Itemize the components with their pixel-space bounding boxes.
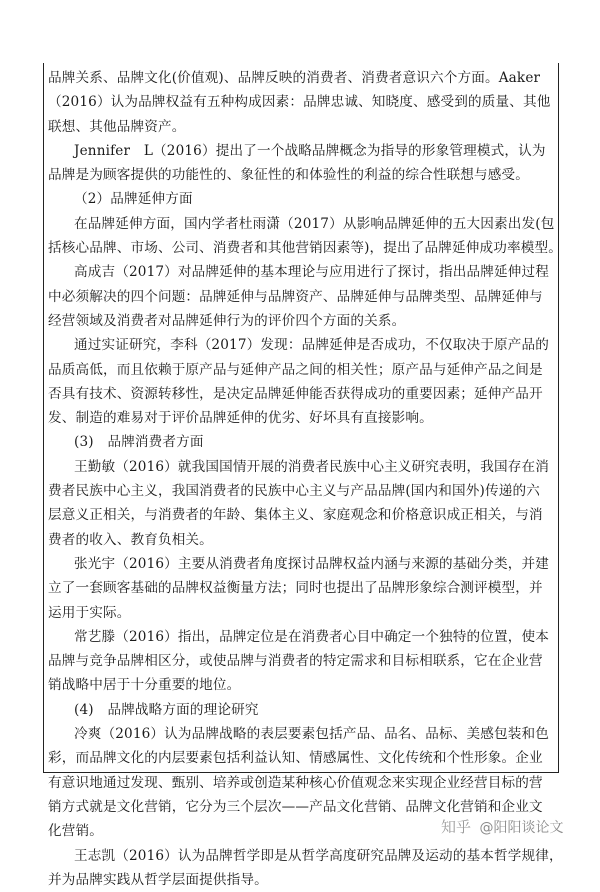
text-line: 品牌与竞争品牌相区分，或使品牌与消费者的特定需求和目标相联系，它在企业营	[48, 653, 543, 670]
section-heading: (4) 品牌战略方面的理论研究	[74, 701, 259, 718]
text-line: 括核心品牌、市场、公司、消费者和其他营销因素等)，提出了品牌延伸成功率模型。	[48, 240, 562, 257]
text-line: 并为品牌实践从哲学层面提供指导。	[48, 871, 268, 888]
document-body	[48, 66, 563, 892]
text-line: 在品牌延伸方面，国内学者杜雨潇（2017）从影响品牌延伸的五大因素出发(包	[74, 215, 555, 232]
watermark	[441, 816, 563, 837]
zhihu-logo: 知乎	[441, 818, 472, 836]
text-line: 通过实证研究，李科（2017）发现：品牌延伸是否成功，不仅取决于原产品的	[74, 337, 549, 354]
text-line: 王勤敏（2016）就我国国情开展的消费者民族中心主义研究表明，我国存在消	[74, 458, 549, 475]
text-line: 经营领域及消费者对品牌延伸行为的评价四个方面的关系。	[48, 312, 406, 329]
text-line: 品牌关系、品牌文化(价值观)、品牌反映的消费者、消费者意识六个方面。Aaker	[48, 70, 541, 86]
text-line: 否具有技术、资源转移性，是决定品牌延伸能否获得成功的重要因素；延伸产品开	[48, 385, 543, 402]
text-line: 销战略中居于十分重要的地位。	[48, 677, 241, 694]
text-line: 联想、其他品牌资产。	[48, 118, 186, 135]
text-line: 发、制造的难易对于评价品牌延伸的优劣、好坏具有直接影响。	[48, 410, 433, 427]
text-line: 王志凯（2016）认为品牌哲学即是从哲学高度研究品牌及运动的基本哲学规律，	[74, 847, 563, 864]
section-heading: （2）品牌延伸方面	[74, 191, 193, 208]
text-line: 费者的收入、教育负相关。	[48, 531, 213, 548]
text-line: 立了一套顾客基础的品牌权益衡量方法；同时也提出了品牌形象综合测评模型，并	[48, 580, 543, 597]
text-line: 销方式就是文化营销，它分为三个层次——产品文化营销、品牌文化营销和企业文	[48, 798, 543, 815]
text-line: 运用于实际。	[48, 604, 131, 621]
text-line: 冷爽（2016）认为品牌战略的表层要素包括产品、品名、品标、美感包装和色	[74, 726, 549, 743]
text-line: 层意义正相关，与消费者的年龄、集体主义、家庭观念和价格意识成正相关，与消	[48, 507, 543, 524]
section-heading: (3) 品牌消费者方面	[74, 434, 204, 451]
text-line: 化营销。	[48, 823, 103, 840]
text-line: （2016）认为品牌权益有五种构成因素：品牌忠诚、知晓度、感受到的质量、其他	[48, 94, 551, 111]
text-line: 彩，而品牌文化的内层要素包括利益认知、情感属性、文化传统和个性形象。企业	[48, 750, 543, 767]
text-line: 品牌是为顾客提供的功能性的、象征性的和体验性的利益的综合性联想与感受。	[48, 167, 530, 184]
text-line: 品质高低，而且依赖于原产品与延伸产品之间的相关性；原产品与延伸产品之间是	[48, 361, 543, 378]
text-line: 有意识地通过发现、甄别、培养或创造某种核心价值观念来实现企业经营目标的营	[48, 774, 543, 791]
text-line: 费者民族中心主义，我国消费者的民族中心主义与产品品牌(国内和国外)传递的六	[48, 483, 540, 500]
watermark-author: @阳阳谈论文	[479, 820, 564, 836]
text-line: 高成吉（2017）对品牌延伸的基本理论与应用进行了探讨，指出品牌延伸过程	[74, 264, 549, 281]
text-line: Jennifer L（2016）提出了一个战略品牌概念为指导的形象管理模式，认为	[74, 142, 546, 159]
text-line: 张光宇（2016）主要从消费者角度探讨品牌权益内涵与来源的基础分类，并建	[74, 555, 549, 572]
text-line: 常艺滕（2016）指出，品牌定位是在消费者心目中确定一个独特的位置，使本	[74, 628, 549, 645]
text-line: 中必须解决的四个问题：品牌延伸与品牌资产、品牌延伸与品牌类型、品牌延伸与	[48, 288, 543, 305]
